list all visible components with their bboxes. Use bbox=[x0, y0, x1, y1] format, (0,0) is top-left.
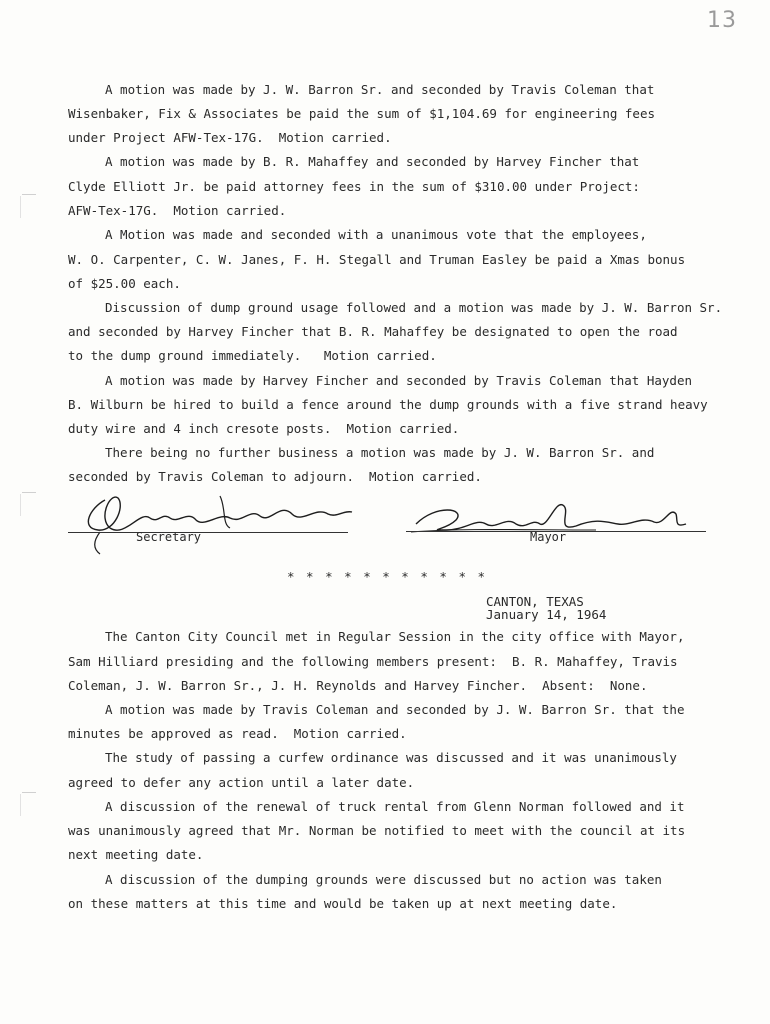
text-line: A motion was made by Harvey Fincher and seconded by Travis Coleman that Hayden bbox=[105, 373, 692, 388]
text-line: Clyde Elliott Jr. be paid attorney fees in the sum of $310.00 under Project: bbox=[68, 179, 640, 194]
text-line: Coleman, J. W. Barron Sr., J. H. Reynolds and Harvey Fincher. Absent: None. bbox=[68, 678, 648, 693]
text-line: agreed to defer any action until a later date. bbox=[68, 775, 415, 790]
text-line: Wisenbaker, Fix & Associates be paid the sum of $1,104.69 for engineering fees bbox=[68, 106, 655, 121]
text-line: and seconded by Harvey Fincher that B. R. Mahaffey be designated to open the road bbox=[68, 324, 678, 339]
text-line: AFW-Tex-17G. Motion carried. bbox=[68, 203, 287, 218]
text-line: A Motion was made and seconded with a unanimous vote that the employees, bbox=[105, 227, 647, 242]
text-line: minutes be approved as read. Motion carried. bbox=[68, 726, 407, 741]
text-line: of $25.00 each. bbox=[68, 276, 181, 291]
binder-ring-mark bbox=[20, 196, 37, 218]
secretary-signature bbox=[70, 488, 360, 558]
secretary-signature-line bbox=[68, 532, 348, 533]
section-separator: * * * * * * * * * * * bbox=[287, 569, 488, 584]
text-line: under Project AFW-Tex-17G. Motion carried. bbox=[68, 130, 392, 145]
text-line: A discussion of the dumping grounds were discussed but no action was taken bbox=[105, 872, 662, 887]
mayor-label: Mayor bbox=[530, 530, 567, 544]
text-line: duty wire and 4 inch cresote posts. Motion carried. bbox=[68, 421, 460, 436]
text-line: A motion was made by Travis Coleman and seconded by J. W. Barron Sr. that the bbox=[105, 702, 685, 717]
dateline-date: January 14, 1964 bbox=[486, 607, 607, 622]
text-line: A motion was made by B. R. Mahaffey and seconded by Harvey Fincher that bbox=[105, 154, 640, 169]
margin-mark bbox=[22, 492, 36, 493]
text-line: was unanimously agreed that Mr. Norman be notified to meet with the council at its bbox=[68, 823, 686, 838]
margin-mark bbox=[22, 792, 36, 793]
secretary-label: Secretary bbox=[136, 530, 202, 544]
text-line: on these matters at this time and would be taken up at next meeting date. bbox=[68, 896, 618, 911]
text-line: A motion was made by J. W. Barron Sr. and seconded by Travis Coleman that bbox=[105, 82, 655, 97]
text-line: A discussion of the renewal of truck rental from Glenn Norman followed and it bbox=[105, 799, 685, 814]
binder-ring-mark bbox=[20, 494, 37, 516]
margin-mark bbox=[22, 194, 36, 195]
text-line: B. Wilburn be hired to build a fence around the dump grounds with a five strand heavy bbox=[68, 397, 708, 412]
dateline-place: CANTON, TEXAS bbox=[486, 594, 584, 609]
text-line: to the dump ground immediately. Motion carried. bbox=[68, 348, 437, 363]
text-line: seconded by Travis Coleman to adjourn. Motion carried. bbox=[68, 469, 482, 484]
text-line: Sam Hilliard presiding and the following members present: B. R. Mahaffey, Travis bbox=[68, 654, 678, 669]
text-line: The study of passing a curfew ordinance was discussed and it was unanimously bbox=[105, 750, 677, 765]
text-line: The Canton City Council met in Regular Session in the city office with Mayor, bbox=[105, 629, 685, 644]
text-line: Discussion of dump ground usage followed and a motion was made by J. W. Barron Sr. bbox=[105, 300, 723, 315]
text-line: W. O. Carpenter, C. W. Janes, F. H. Stegall and Truman Easley be paid a Xmas bonus bbox=[68, 252, 686, 267]
binder-ring-mark bbox=[20, 794, 37, 816]
page-number: 13 bbox=[707, 8, 737, 33]
text-line: There being no further business a motion was made by J. W. Barron Sr. and bbox=[105, 445, 655, 460]
text-line: next meeting date. bbox=[68, 847, 204, 862]
